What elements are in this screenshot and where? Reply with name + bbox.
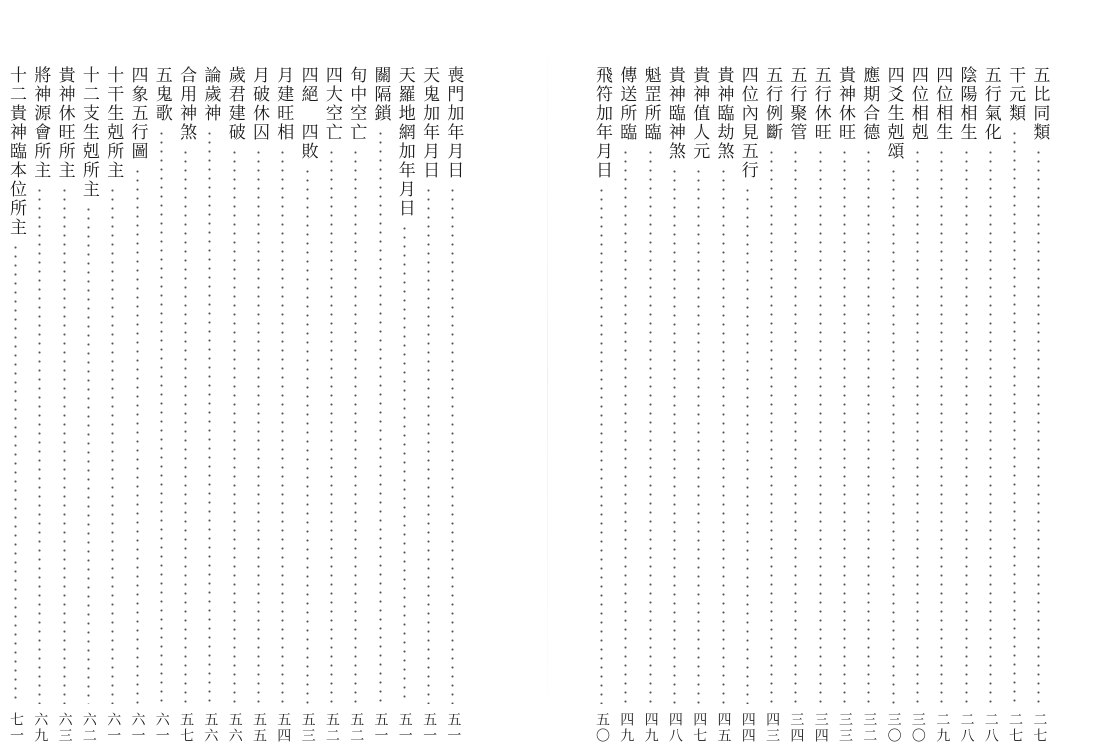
toc-entry — [783, 66, 808, 750]
toc-page-number: 四五 — [715, 712, 732, 744]
dot-leader — [330, 148, 333, 704]
toc-page-number: 三三 — [837, 712, 853, 744]
toc-entry — [319, 66, 344, 750]
dot-leader — [427, 186, 430, 704]
toc-page-number: 五二 — [323, 712, 340, 744]
dot-leader — [794, 148, 797, 704]
toc-page-number: 三〇 — [909, 712, 926, 744]
toc-entry-title: 四象五行圖 — [127, 66, 148, 161]
toc-entry — [246, 66, 271, 750]
toc-entry-title: 歲君建破 — [224, 66, 245, 142]
dot-leader — [867, 148, 870, 704]
toc-page-number: 三四 — [812, 712, 829, 744]
toc-page-number: 三二 — [861, 712, 878, 744]
toc-entry-title: 月破休囚 — [249, 66, 269, 142]
toc-entry — [270, 66, 295, 750]
toc-entry-title: 天羅地網加年月日 — [394, 66, 415, 218]
toc-entry — [613, 66, 638, 750]
toc-entry — [711, 66, 736, 750]
toc-entry-title: 四大空亡 — [321, 66, 342, 142]
dot-leader — [746, 186, 749, 704]
toc-entry — [638, 66, 663, 750]
toc-page-number: 四九 — [642, 712, 659, 744]
dot-leader — [306, 167, 309, 704]
dot-leader — [160, 129, 163, 704]
toc-entry-title: 貴神休旺所主 — [54, 66, 75, 180]
toc-entry — [589, 66, 614, 750]
toc-page-number: 六九 — [32, 712, 49, 744]
toc-entry-title: 論歲神 — [200, 66, 221, 123]
toc-page-number: 七一 — [8, 712, 24, 744]
toc-page-number: 四七 — [691, 712, 708, 744]
toc-entry-title: 十二支生剋所主 — [78, 66, 99, 199]
toc-entry — [905, 66, 930, 750]
toc-entry — [173, 66, 198, 750]
toc-entry — [929, 66, 954, 750]
dot-leader — [354, 148, 357, 704]
toc-entry-title: 陰陽相生 — [956, 66, 977, 142]
toc-entry-title: 四位相剋 — [907, 66, 928, 142]
toc-page-number: 五一 — [372, 712, 389, 744]
toc-entry — [440, 66, 465, 750]
toc-entry — [856, 66, 881, 750]
toc-entry — [686, 66, 711, 750]
toc-page-number: 五五 — [251, 712, 267, 744]
toc-page-number: 六三 — [56, 712, 73, 744]
dot-leader — [451, 186, 454, 704]
toc-entry-title: 干元類 — [1005, 66, 1026, 123]
toc-page-number: 五七 — [178, 712, 195, 744]
toc-entry — [27, 66, 52, 750]
toc-page-number: 六一 — [129, 712, 146, 744]
dot-leader — [600, 186, 603, 704]
dot-leader — [208, 129, 211, 704]
toc-page-number: 五一 — [445, 712, 462, 744]
toc-page-number: 二七 — [1007, 712, 1024, 744]
toc-entry — [3, 66, 28, 750]
dot-leader — [281, 148, 284, 704]
toc-entry-title: 貴神休旺 — [835, 66, 855, 142]
dot-leader — [379, 129, 382, 704]
toc-entry — [295, 66, 320, 750]
dot-leader — [136, 167, 139, 704]
toc-entry — [1026, 66, 1051, 750]
dot-leader — [989, 148, 992, 704]
dot-leader — [38, 186, 41, 704]
toc-page-number: 五三 — [299, 712, 316, 744]
dot-leader — [87, 205, 90, 704]
dot-leader — [63, 186, 66, 704]
toc-page-number: 六一 — [105, 712, 122, 744]
dot-leader — [624, 148, 627, 704]
toc-entry-title: 四位相生 — [932, 66, 953, 142]
toc-entry-title: 關隔鎖 — [370, 66, 391, 123]
dot-leader — [14, 243, 17, 704]
toc-entry-title: 四絕 四敗 — [297, 66, 318, 161]
dot-leader — [257, 148, 260, 704]
dot-leader — [916, 148, 919, 704]
toc-page-number: 六二 — [80, 712, 97, 744]
toc-entry-title: 貴神值人元 — [689, 66, 710, 161]
toc-entry-title: 五行氣化 — [980, 66, 1001, 142]
dot-leader — [965, 148, 968, 704]
dot-leader — [673, 167, 676, 704]
dot-leader — [403, 224, 406, 704]
toc-entry — [416, 66, 441, 750]
toc-page-number: 二九 — [934, 712, 951, 744]
toc-page-number: 二七 — [1031, 712, 1048, 744]
toc-entry — [1002, 66, 1027, 750]
dot-leader — [770, 148, 773, 704]
toc-entry-title: 天鬼加年月日 — [419, 66, 440, 180]
toc-page-number: 四八 — [666, 712, 683, 744]
toc-entry — [197, 66, 222, 750]
toc-page-number: 三〇 — [885, 712, 902, 744]
toc-page-number: 六一 — [153, 712, 170, 744]
toc-page-number: 二八 — [982, 712, 999, 744]
toc-entry — [832, 66, 857, 750]
toc-entry-title: 十干生剋所主 — [103, 66, 124, 180]
dot-leader — [233, 148, 236, 704]
toc-entry-title: 十二貴神臨本位所主 — [6, 66, 26, 237]
toc-entry — [149, 66, 174, 750]
toc-page-number: 五〇 — [594, 712, 610, 744]
toc-entry-title: 五行休旺 — [810, 66, 831, 142]
toc-page-number: 五四 — [275, 712, 292, 744]
dot-leader — [819, 148, 822, 704]
toc-entry-title: 貴神臨劫煞 — [713, 66, 734, 161]
toc-entry — [808, 66, 833, 750]
toc-page-number: 四四 — [739, 712, 756, 744]
toc-entry — [76, 66, 101, 750]
dot-leader — [1013, 129, 1016, 704]
toc-page-number: 五六 — [226, 712, 243, 744]
toc-page-number: 五一 — [396, 712, 413, 744]
toc-entry-title: 貴神臨神煞 — [664, 66, 685, 161]
toc-entry-title: 魁罡所臨 — [640, 66, 661, 142]
toc-entry-title: 旬中空亡 — [346, 66, 367, 142]
toc-entry — [343, 66, 368, 750]
toc-page-number: 五二 — [348, 712, 365, 744]
dot-leader — [1037, 148, 1040, 704]
toc-entry — [125, 66, 150, 750]
toc-entry — [100, 66, 125, 750]
toc-entry-title: 五行例斷 — [762, 66, 783, 142]
dot-leader — [843, 148, 846, 704]
toc-entry-title: 四爻生剋頌 — [883, 66, 904, 161]
toc-entry-title: 應期合德 — [859, 66, 880, 142]
toc-entry-title: 五比同類 — [1029, 66, 1050, 142]
toc-entry-title: 四位內見五行 — [737, 66, 758, 180]
toc-entry-title: 五行聚管 — [786, 66, 807, 142]
toc-page-number: 四三 — [764, 712, 781, 744]
dot-leader — [697, 167, 700, 704]
dot-leader — [111, 186, 114, 704]
dot-leader — [184, 148, 187, 704]
toc-entry — [52, 66, 77, 750]
dot-leader — [940, 148, 943, 704]
toc-entry — [392, 66, 417, 750]
toc-entry — [662, 66, 687, 750]
toc-entry-title: 合用神煞 — [176, 66, 197, 142]
toc-entry — [735, 66, 760, 750]
toc-entry — [978, 66, 1003, 750]
toc-entry-title: 月建旺相 — [273, 66, 294, 142]
toc-page-number: 五六 — [202, 712, 219, 744]
toc-entry-title: 飛符加年月日 — [592, 66, 612, 180]
toc-entry — [759, 66, 784, 750]
toc-entry-title: 傳送所臨 — [616, 66, 637, 142]
toc-entry-title: 五鬼歌 — [151, 66, 172, 123]
toc-entry — [368, 66, 393, 750]
toc-page-number: 三四 — [788, 712, 805, 744]
toc-entry — [222, 66, 247, 750]
toc-page-number: 五一 — [421, 712, 438, 744]
toc-page-number: 四九 — [618, 712, 635, 744]
toc-entry — [954, 66, 979, 750]
dot-leader — [649, 148, 652, 704]
toc-page-right — [547, 0, 1094, 755]
dot-leader — [892, 167, 895, 704]
toc-entry — [881, 66, 906, 750]
dot-leader — [722, 167, 725, 704]
toc-entry-title: 喪門加年月日 — [443, 66, 464, 180]
toc-entry-title: 將神源會所主 — [30, 66, 51, 180]
toc-page-number: 二八 — [958, 712, 975, 744]
